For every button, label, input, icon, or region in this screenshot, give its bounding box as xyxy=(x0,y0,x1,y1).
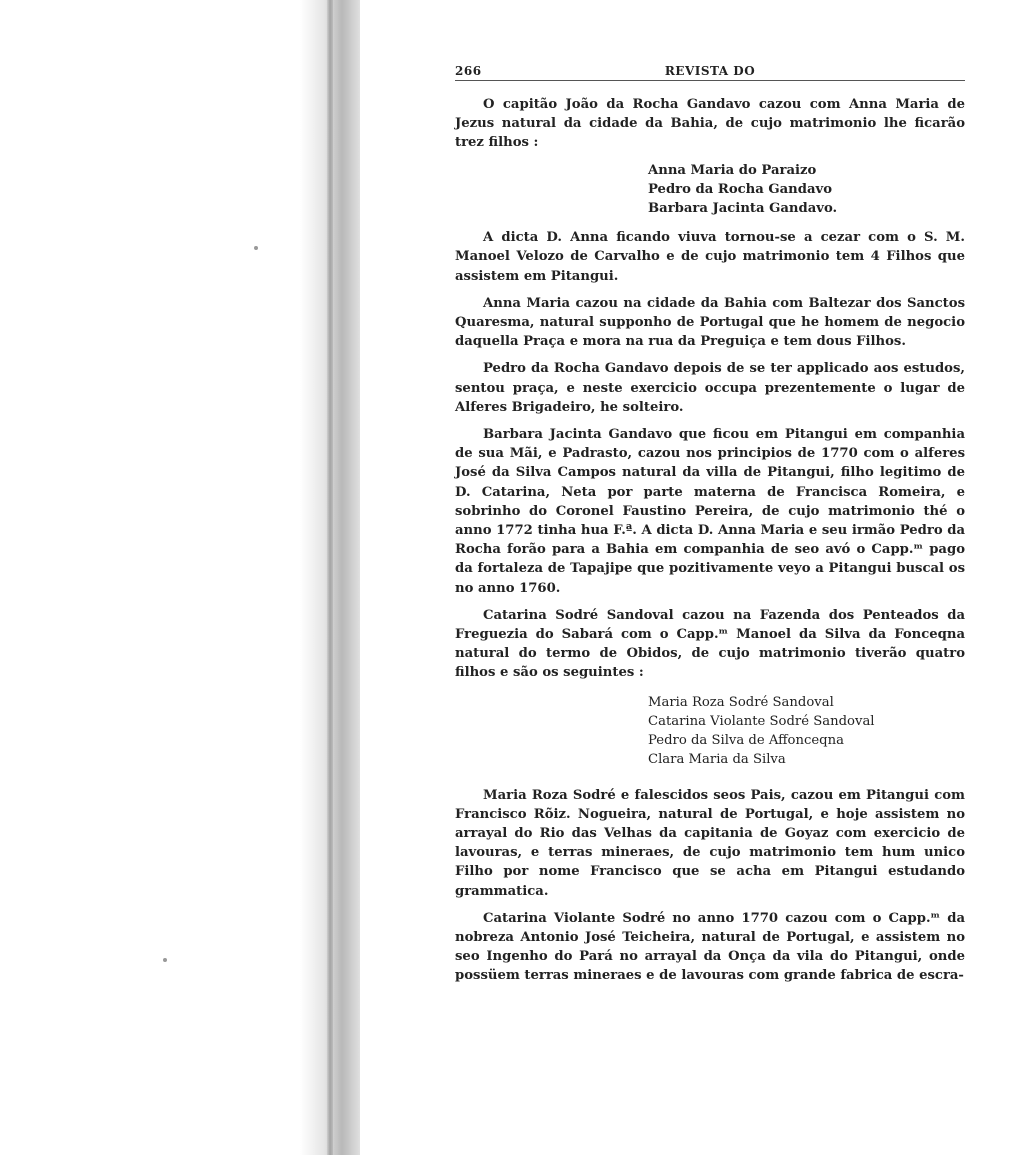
paragraph-anna-widow: A dicta D. Anna ficando viuva tornou-se a cezar com o S. M. Manoel Velozo de Carvalho e de cujo matrimonio tem 4 Filhos que assistem em Pitangui. xyxy=(455,230,965,284)
running-head xyxy=(455,60,965,82)
children-list-2 xyxy=(648,693,965,770)
paragraph-marriage-joao: O capitão João da Rocha Gandavo cazou com Anna Maria de Jezus natural da cidade da Bahia, de cujo matrimonio lhe ficarão trez filhos : xyxy=(455,97,965,151)
paragraph-barbara: Barbara Jacinta Gandavo que ficou em Pitangui em companhia de sua Mãi, e Padrasto, cazou nos principios de 1770 com o alferes José da Silva Campos natural da villa de Pitangui, filho legitimo de D. Catarina, Neta por parte materna de Francisca Romeira, e sobrinho do Coronel Faustino Pereira, de cujo matrimonio thé o anno 1772 tinha hua F.ª. A dicta D. Anna Maria e seu irmão Pedro da Rocha forão para a Bahia em companhia de seo avó o Capp.ᵐ pago da fortaleza de Tapajipe que pozitivamente veyo a Pitangui buscal os no anno 1760. xyxy=(455,427,965,596)
paper-speck xyxy=(254,246,258,250)
list-item: Barbara Jacinta Gandavo. xyxy=(648,201,838,217)
book-spine-edge xyxy=(327,0,333,1155)
list-item: Maria Roza Sodré Sandoval xyxy=(648,694,834,710)
list-item: Pedro da Silva de Affonceqna xyxy=(648,733,844,749)
list-item: Catarina Violante Sodré Sandoval xyxy=(648,713,875,729)
list-item: Anna Maria do Paraizo xyxy=(648,162,817,178)
paragraph-maria-roza: Maria Roza Sodré e falescidos seos Pais, cazou em Pitangui com Francisco Rõiz. Nogueira, natural de Portugal, e hoje assistem no arrayal do Rio das Velhas da capitania de Goyaz com exercicio de lavouras, e terras mineraes, de cujo matrimonio tem hum unico Filho por nome Francisco que se acha em Pitangui estudando grammatica. xyxy=(455,787,965,899)
paragraph-pedro: Pedro da Rocha Gandavo depois de se ter applicado aos estudos, sentou praça, e neste exercicio occupa prezentemente o lugar de Alferes Brigadeiro, he solteiro. xyxy=(455,361,965,415)
paragraph-catarina: Catarina Sodré Sandoval cazou na Fazenda dos Penteados da Freguezia do Sabará com o Capp.ᵐ Manoel da Silva da Fonceqna natural do termo de Obidos, de cujo matrimonio tiverão quatro filhos e são os seguintes : xyxy=(455,607,965,681)
page-number: 266 xyxy=(455,64,482,78)
list-item: Pedro da Rocha Gandavo xyxy=(648,181,832,197)
paper-speck xyxy=(163,958,167,962)
journal-title: REVISTA DO xyxy=(664,64,756,78)
list-item: Clara Maria da Silva xyxy=(648,752,786,768)
paragraph-catarina-violante: Catarina Violante Sodré no anno 1770 cazou com o Capp.ᵐ da nobreza Antonio José Teicheira, natural de Portugal, e assistem no seo Ingenho do Pará no arrayal da Onça da vila do Pitangui, onde possüem terras mineraes e de lavouras com grande fabrica de escra- xyxy=(455,910,965,984)
paragraph-anna-maria: Anna Maria cazou na cidade da Bahia com Baltezar dos Sanctos Quaresma, natural supponho de Portugal que he homem de negocio daquella Praça e mora na rua da Preguiça e tem dous Filhos. xyxy=(455,295,965,350)
children-list-1 xyxy=(648,161,965,219)
page xyxy=(455,60,965,994)
